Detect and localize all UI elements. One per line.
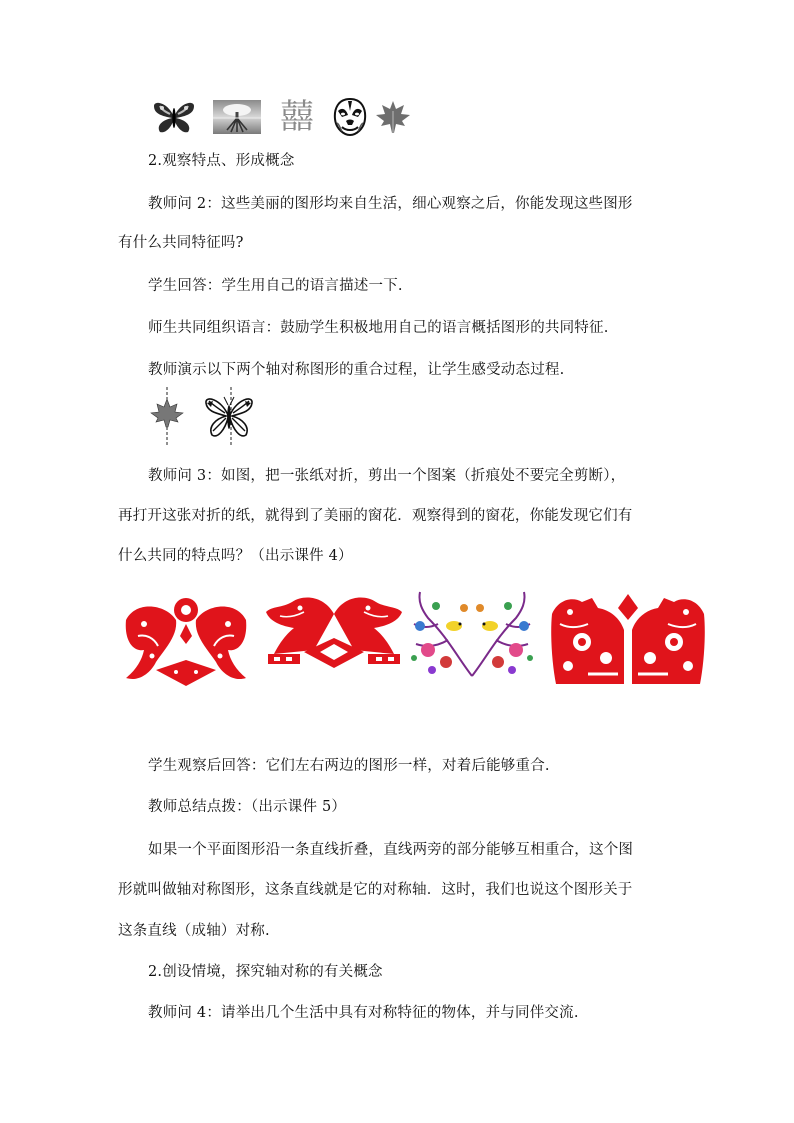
- student-answer-1: 学生回答：学生用自己的语言描述一下.: [148, 278, 403, 294]
- teacher-question-4: 教师问 4：请举出几个生活中具有对称特征的物体，并与同伴交流.: [148, 1005, 579, 1021]
- butterfly-fold-icon: [203, 387, 255, 447]
- organize-language: 师生共同组织语言：鼓励学生积极地用自己的语言概括图形的共同特征.: [148, 320, 609, 336]
- section-heading-explore: 2.创设情境，探究轴对称的有关概念: [148, 964, 383, 980]
- definition-line-3: 这条直线（成轴）对称.: [118, 923, 270, 939]
- section-heading-observe: 2.观察特点、形成概念: [148, 153, 295, 169]
- student-answer-2: 学生观察后回答：它们左右两边的图形一样，对着后能够重合.: [148, 758, 550, 774]
- definition-line-2: 形就叫做轴对称图形，这条直线就是它的对称轴．这时，我们也说这个图形关于: [118, 882, 633, 898]
- phoenix-papercut: [264, 592, 404, 668]
- teacher-demo: 教师演示以下两个轴对称图形的重合过程，让学生感受动态过程.: [148, 362, 565, 378]
- teacher-question-2: 教师问 2：这些美丽的图形均来自生活，细心观察之后，你能发现这些图形: [148, 196, 633, 212]
- definition-line-1: 如果一个平面图形沿一条直线折叠，直线两旁的部分能够互相重合，这个图: [148, 842, 634, 858]
- tree-reflection-icon: [213, 100, 261, 134]
- rabbit-papercut: [548, 594, 708, 688]
- teacher-question-3-cont1: 再打开这张对折的纸，就得到了美丽的窗花．观察得到的窗花，你能发现它们有: [118, 508, 633, 524]
- teacher-summary: 教师总结点拨：（出示课件 5）: [148, 799, 347, 815]
- butterfly-icon: [152, 100, 196, 134]
- dragon-papercut: [116, 590, 256, 688]
- opera-mask-icon: [332, 97, 368, 137]
- teacher-question-2-cont: 有什么共同特征吗?: [118, 235, 244, 251]
- maple-leaf-icon: [374, 99, 412, 135]
- bird-flower-papercut: [408, 588, 536, 678]
- maple-leaf-fold-icon: [150, 387, 186, 447]
- teacher-question-3: 教师问 3：如图，把一张纸对折，剪出一个图案（折痕处不要完全剪断），: [148, 468, 626, 484]
- double-happiness-icon: 囍: [280, 97, 314, 137]
- teacher-question-3-cont2: 什么共同的特点吗？（出示课件 4）: [118, 548, 353, 564]
